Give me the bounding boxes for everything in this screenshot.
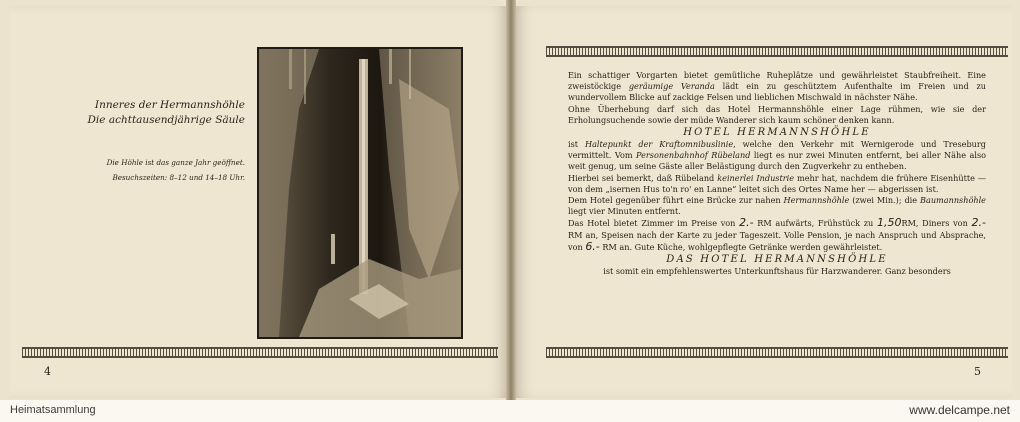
hotel-heading: HOTEL HERMANNSHÖHLE (683, 127, 871, 139)
right-bottom-rule (546, 347, 1008, 358)
page-number-left: 4 (44, 365, 51, 378)
price-diner: 2.- (971, 216, 986, 230)
photo-caption (40, 98, 245, 128)
hotel-text-body (568, 70, 986, 277)
note-line-2: Besuchszeiten: 8–12 und 14–18 Uhr. (112, 173, 245, 182)
left-bottom-rule (22, 347, 498, 358)
paragraph-location: Ohne Überhebung darf sich das Hotel Hermannshöhle einer Lage rühmen, wie sie der Erholungsuchende sowie der müde Wanderer sich kaum schöner denken kann. (568, 103, 986, 125)
paragraph-prices: Das Hotel bietet Zimmer im Preise von 2.- RM aufwärts, Frühstück zu 1,50RM, Diners von 2.- RM an, Speisen nach der Karte zu jeder Tageszeit. Volle Pension, je nach Anspruch und Absprache, von 6.- RM an. Gute Küche, wohlgepflegte Getränke werden gewährleistet. (568, 216, 986, 253)
note-line-1: Die Höhle ist das ganze Jahr geöffnet. (106, 158, 245, 167)
paragraph-transport: ist Haltepunkt der Kraftomnibuslinie, welche den Verkehr mit Wernigerode und Treseburg vermittelt. Vom Personenbahnhof Rübeland liegt es nur zwei Minuten entfernt, bei aller Nähe also weit genug, um seine Gäste aller Belästigung durch den Zugverkehr zu entheben. (568, 139, 987, 172)
cave-photo-illustration (259, 49, 461, 337)
watermark-bar (0, 400, 1020, 422)
watermark-heimatsammlung: Heimatsammlung (10, 404, 96, 416)
hotel-heading-2: DAS HOTEL HERMANNSHÖHLE (666, 254, 888, 266)
opening-hours-note (40, 155, 245, 185)
book-gutter (506, 0, 516, 400)
paragraph-industry: Hierbei sei bemerkt, daß Rübeland keinerlei Industrie mehr hat, nachdem die frühere Eisenhütte — von dem „isernen Hus to'n ro' en Lanne“ leitet sich des Ortes Name her — abgerissen ist. (568, 172, 986, 194)
paragraph-caves: Dem Hotel gegenüber führt eine Brücke zur nahen Hermannshöhle (zwei Min.); die Baumannshöhle liegt vier Minuten entfernt. (568, 195, 986, 217)
price-breakfast: 1,50 (876, 216, 902, 230)
paragraph-garden: Ein schattiger Vorgarten bietet gemütliche Ruheplätze und gewährleistet Staubfreiheit. Eine zweistöckige geräumige Veranda lädt ein zu geschütztem Aufenthalte im Freien und zu wundervollem Blicke auf zackige Felsen und lieblichen Mischwald in nächster Nähe. (568, 70, 986, 103)
paragraph-recommendation: ist somit ein empfehlenswertes Unterkunftshaus für Harzwanderer. Ganz besonders (603, 266, 951, 277)
caption-subtitle: Die achttausendjährige Säule (87, 114, 245, 126)
top-ornamental-rule (546, 46, 1008, 57)
page-number-right: 5 (974, 365, 981, 378)
watermark-delcampe: www.delcampe.net (909, 403, 1010, 417)
caption-title: Inneres der Hermannshöhle (94, 99, 245, 111)
price-room: 2.- (739, 216, 754, 230)
price-pension: 6.- (585, 239, 600, 253)
cave-photograph (257, 47, 463, 339)
